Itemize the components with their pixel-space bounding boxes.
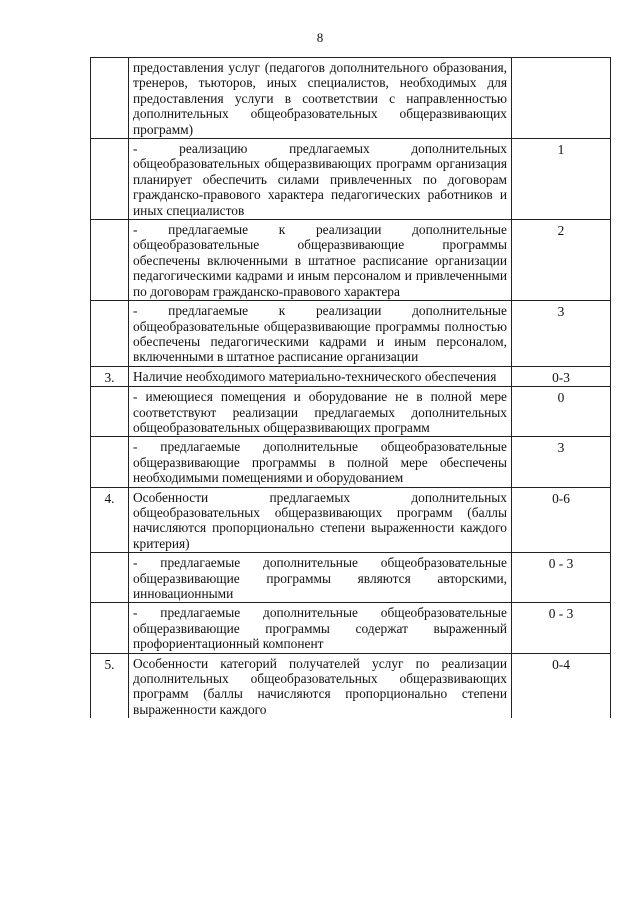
row-score: 2 <box>512 220 611 301</box>
row-score: 3 <box>512 437 611 487</box>
table-row <box>91 220 611 301</box>
row-score: 0-6 <box>512 487 611 553</box>
row-score: 0 <box>512 387 611 437</box>
row-number <box>91 58 129 139</box>
row-number <box>91 437 129 487</box>
page-number: 8 <box>316 30 324 45</box>
table-row <box>91 366 611 386</box>
row-score <box>512 58 611 139</box>
row-score: 0-4 <box>512 653 611 718</box>
row-number: 4. <box>91 487 129 553</box>
row-number <box>91 603 129 653</box>
row-score: 3 <box>512 301 611 367</box>
row-number <box>91 220 129 301</box>
row-criterion-text: Особенности предлагаемых дополнительных общеобразовательных общеразвивающих программ (баллы начисляются пропорционально степени выраженности каждого критерия) <box>129 487 512 553</box>
row-number <box>91 301 129 367</box>
row-criterion-text: - предлагаемые дополнительные общеобразовательные общеразвивающие программы являются авторскими, инновационными <box>129 553 512 603</box>
row-number <box>91 553 129 603</box>
table-row <box>91 437 611 487</box>
row-criterion-text: - имеющиеся помещения и оборудование не в полной мере соответствуют реализации предлагаемых дополнительных общеобразовательных общеразвивающих программ <box>129 387 512 437</box>
table-row <box>91 553 611 603</box>
row-criterion-text: Наличие необходимого материально-технического обеспечения <box>129 366 512 386</box>
table-row <box>91 301 611 367</box>
row-criterion-text: предоставления услуг (педагогов дополнительного образования, тренеров, тьюторов, иных специалистов, необходимых для предоставления услуги в соответствии с направленностью дополнительных общеобразовательных общеразвивающих программ) <box>129 58 512 139</box>
row-criterion-text: Особенности категорий получателей услуг по реализации дополнительных общеобразовательных общеразвивающих программ (баллы начисляются пропорционально степени выраженности каждого <box>129 653 512 718</box>
table-row <box>91 139 611 220</box>
row-criterion-text: - реализацию предлагаемых дополнительных общеобразовательных общеразвивающих программ организация планирует обеспечить силами привлеченных по договорам гражданско-правового характера педагогических работников и иных специалистов <box>129 139 512 220</box>
row-score: 0 - 3 <box>512 603 611 653</box>
row-number: 5. <box>91 653 129 718</box>
table-row <box>91 603 611 653</box>
row-criterion-text: - предлагаемые к реализации дополнительные общеобразовательные общеразвивающие программы обеспечены включенными в штатное расписание организации педагогическими кадрами и иным персоналом и привлеченными по договорам гражданско-правового характера <box>129 220 512 301</box>
row-criterion-text: - предлагаемые к реализации дополнительные общеобразовательные общеразвивающие программы полностью обеспечены педагогическими кадрами и иным персоналом, включенными в штатное расписание организации <box>129 301 512 367</box>
table-row <box>91 653 611 718</box>
criteria-table <box>90 57 611 718</box>
row-number <box>91 387 129 437</box>
row-number: 3. <box>91 366 129 386</box>
row-score: 0 - 3 <box>512 553 611 603</box>
row-criterion-text: - предлагаемые дополнительные общеобразовательные общеразвивающие программы содержат выраженный профориентационный компонент <box>129 603 512 653</box>
row-number <box>91 139 129 220</box>
table-row <box>91 58 611 139</box>
row-criterion-text: - предлагаемые дополнительные общеобразовательные общеразвивающие программы в полной мере обеспечены необходимыми помещениями и оборудованием <box>129 437 512 487</box>
row-score: 1 <box>512 139 611 220</box>
row-score: 0-3 <box>512 366 611 386</box>
table-row <box>91 387 611 437</box>
table-row <box>91 487 611 553</box>
